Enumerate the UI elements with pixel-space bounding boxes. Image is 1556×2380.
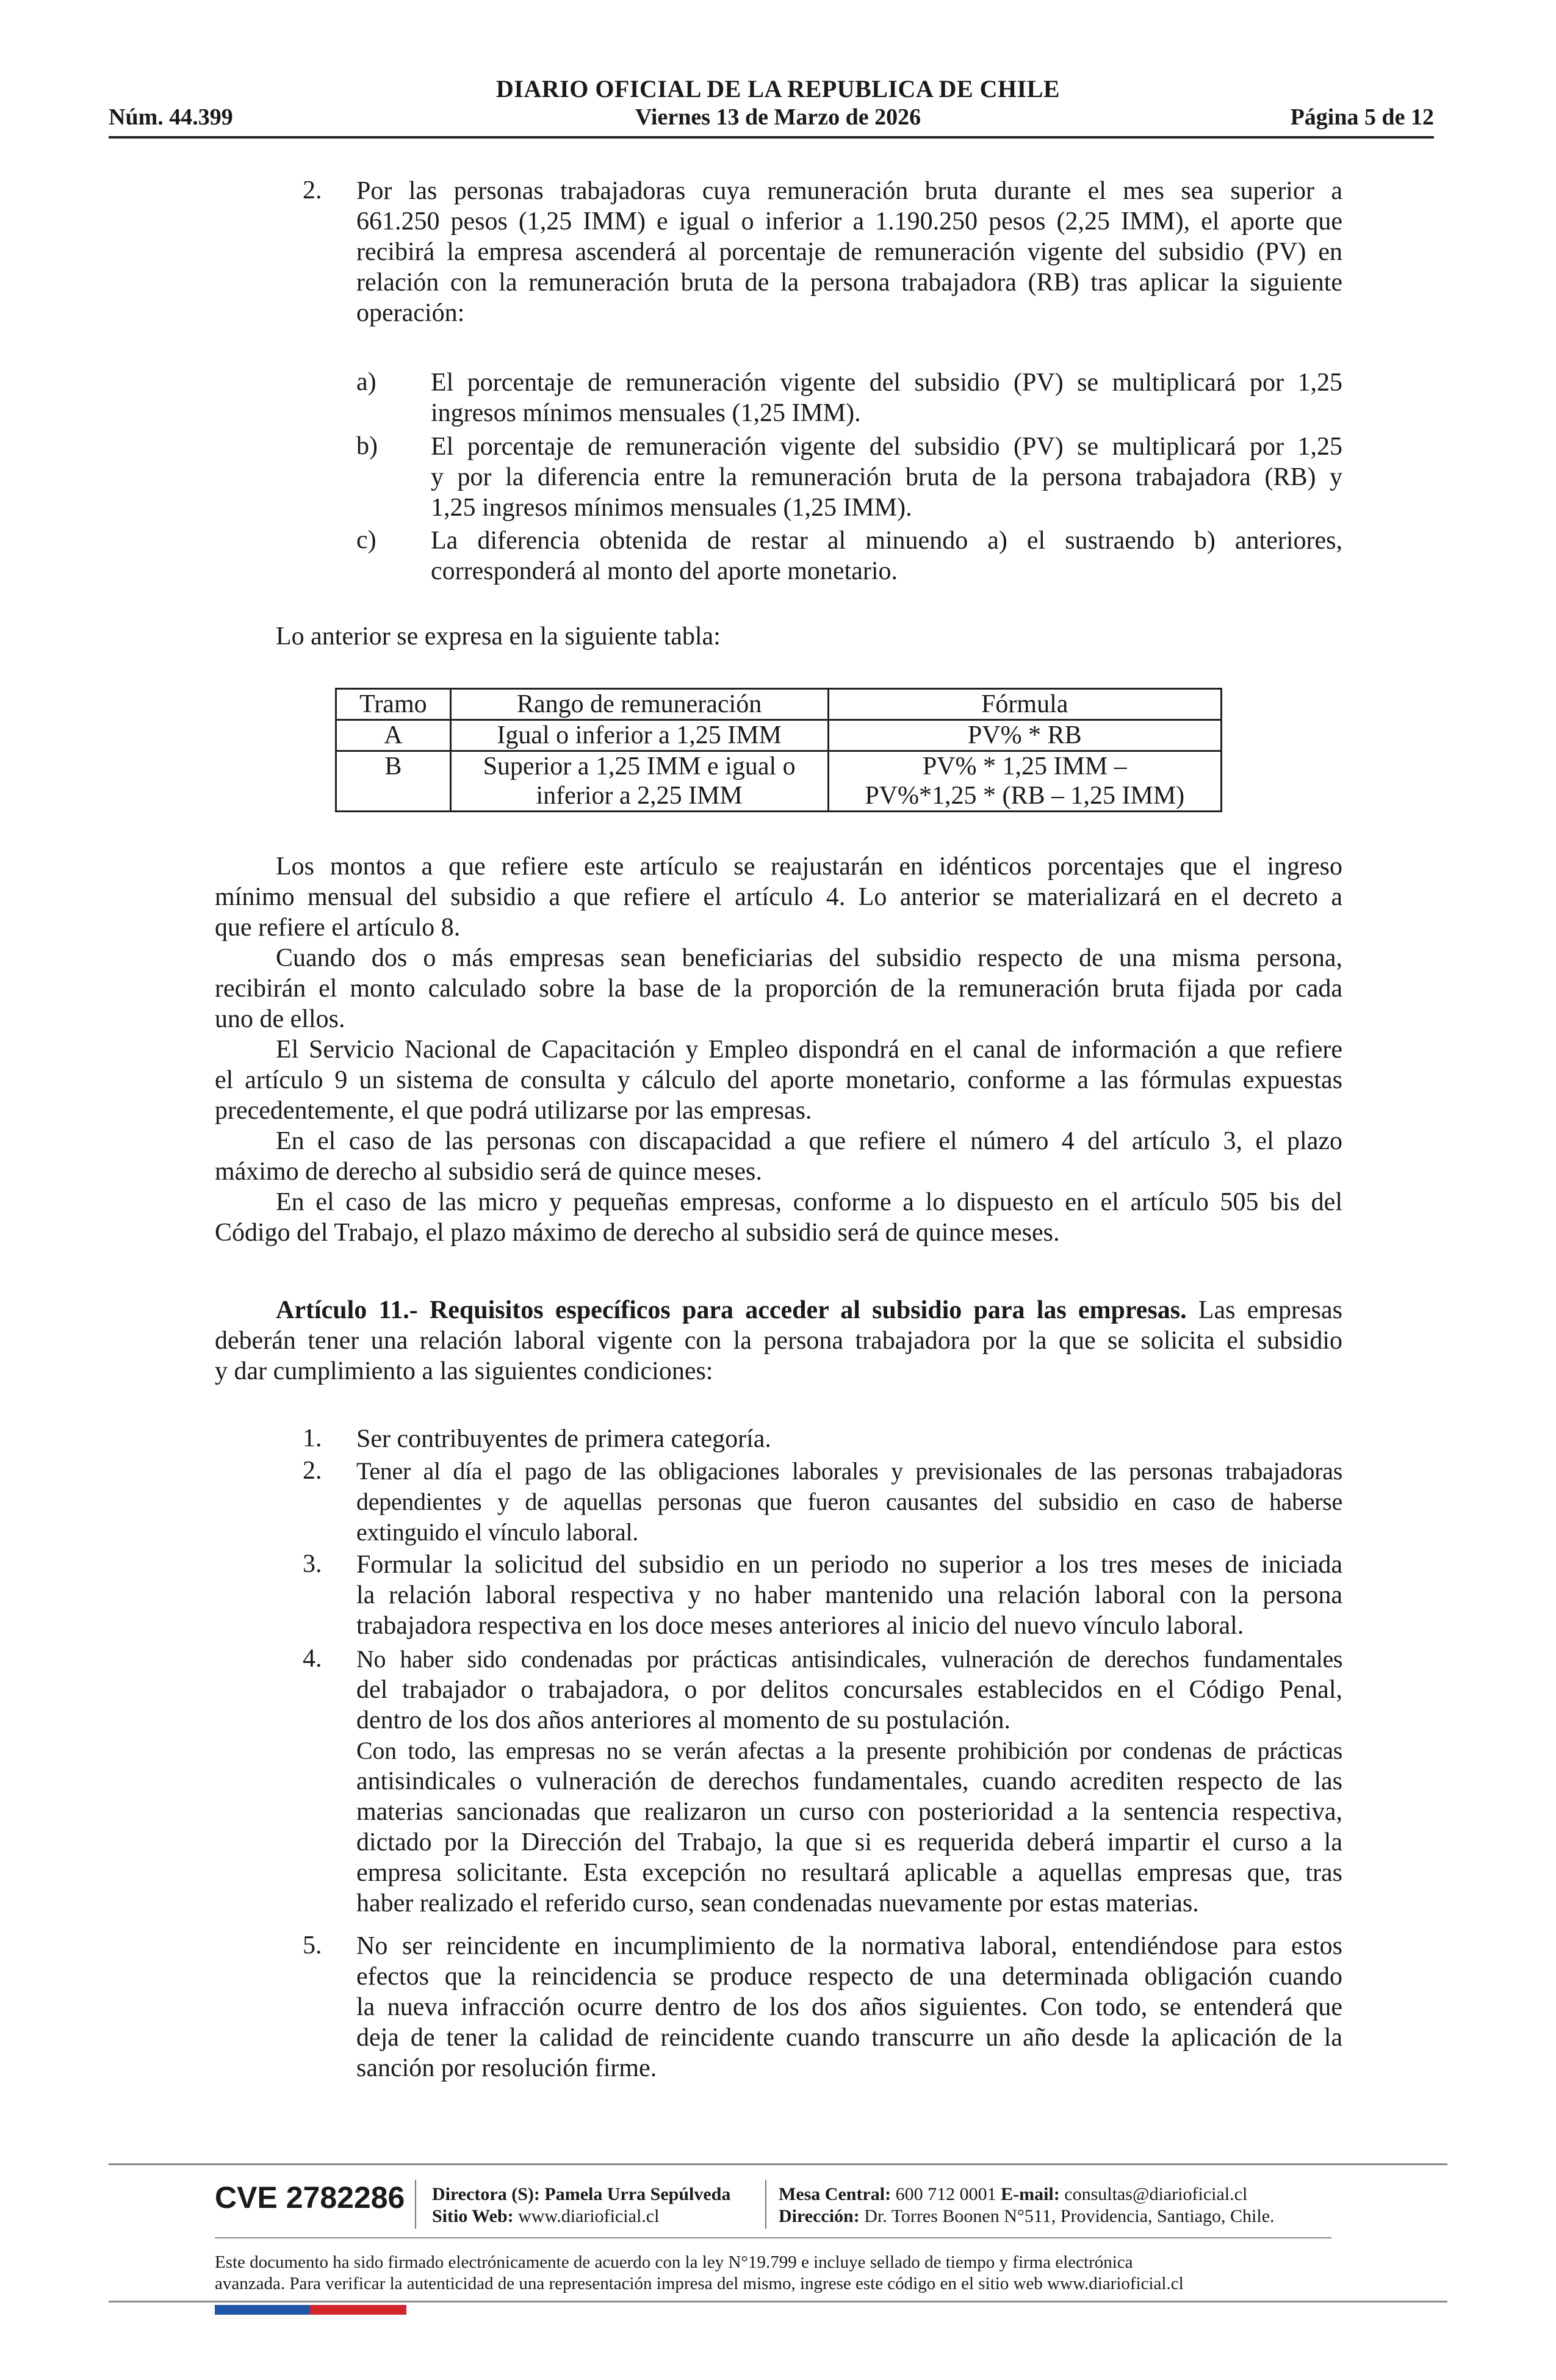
footer-separator [765,2180,766,2229]
flag-bar-red [310,2305,406,2315]
issue-date: Viernes 13 de Marzo de 2026 [635,104,921,130]
list-number: 5. [303,1931,322,1960]
list-number: 4. [303,1645,322,1673]
sublist-item-text: El porcentaje de remuneración vigente del subsidio (PV) se multiplicará por 1,25 ingresos mínimos mensuales (1,25 IMM). [431,369,1342,427]
sublist-label: a) [356,368,376,396]
article-heading: Artículo 11.- Requisitos específicos para acceder al subsidio para las empresas. [276,1296,1187,1324]
footer-divider [109,2163,1447,2165]
footer-divider [215,2237,1331,2238]
footer-director: Directora (S): Pamela Urra Sepúlveda [432,2184,731,2204]
footer-contact: Mesa Central: 600 712 0001 E-mail: consultas@diarioficial.cl [779,2184,1248,2204]
table-header-cell: Rango de remuneración [450,689,828,720]
list-item-text: Por las personas trabajadoras cuya remuneración bruta durante el mes sea superior a 661.250 pesos (1,25 IMM) e igual o inferior a 1.190.250 pesos (2,25 IMM), el aporte que recibirá la empresa ascenderá al porcentaje de remuneración vigente del subsidio (PV) en relación con la remuneración bruta de la persona trabajadora (RB) tras aplicar la siguiente operación: [356,177,1342,327]
list-item-text: No haber sido condenadas por prácticas antisindicales, vulneración de derechos fundamentales del trabajador o trabajadora, o por delitos concursales establecidos en el Código Penal, dentro de los dos años anteriores al momento de su postulación. Con todo, las empresas no se verán afectas a la presente prohibición por condenas de prácticas antisindicales o vulneración de derechos fundamentales, cuando acrediten respecto de las materias sancionadas que realizaron un curso con posterioridad a la sentencia respectiva, dictado por la Dirección del Trabajo, la que si es requerida deberá impartir el curso a la empresa solicitante. Esta excepción no resultará aplicable a aquellas empresas que, tras haber realizado el referido curso, sean condenadas nuevamente por estas materias. [356,1645,1342,1917]
table-row [336,751,1222,812]
footer-website: Sitio Web: www.diarioficial.cl [432,2206,660,2226]
cve-code: CVE 2782286 [215,2180,405,2215]
flag-bar-blue [215,2305,310,2315]
list-number: 3. [303,1550,322,1578]
sublist-item-text: La diferencia obtenida de restar al minuendo a) el sustraendo b) anteriores, corresponderá al monto del aporte monetario. [431,527,1342,585]
journal-title: DIARIO OFICIAL DE LA REPUBLICA DE CHILE [495,75,1061,103]
table-cell-tramo: A [336,720,451,751]
list-number: 2. [303,176,322,204]
sublist-item-text: El porcentaje de remuneración vigente del subsidio (PV) se multiplicará por 1,25 y por la diferencia entre la remuneración bruta de la persona trabajadora (RB) y 1,25 ingresos mínimos mensuales (1,25 IMM). [431,433,1342,522]
table-intro: Lo anterior se expresa en la siguiente tabla: [276,622,721,651]
email-link[interactable]: consultas@diarioficial.cl [1059,2184,1248,2204]
list-item-text: Tener al día el pago de las obligaciones laborales y previsionales de las personas trabajadoras dependientes y de aquellas personas que fueron causantes del subsidio en caso de haberse extinguido el vínculo laboral. [356,1457,1342,1546]
table-header-cell: Tramo [336,689,451,720]
table-row [336,720,1222,751]
formula-table [335,688,1222,812]
footer-separator [415,2180,416,2229]
header-divider [109,136,1434,139]
table-cell-rango: Superior a 1,25 IMM e igual o inferior a 2,25 IMM [450,751,828,812]
legal-notice: Este documento ha sido firmado electrónicamente de acuerdo con la ley N°19.799 e incluye sellado de tiempo y firma electrónica [215,2252,1133,2272]
list-item-text: Ser contribuyentes de primera categoría. [356,1425,771,1453]
list-number: 1. [303,1424,322,1452]
page-indicator: Página 5 de 12 [1290,104,1434,130]
issue-number: Núm. 44.399 [109,104,233,130]
website-link[interactable]: www.diarioficial.cl [513,2206,660,2226]
table-header-cell: Fórmula [828,689,1222,720]
article-11: Artículo 11.- Requisitos específicos para acceder al subsidio para las empresas. Las empresas deberán tener una relación laboral vigente con la persona trabajadora por la que se solicita el subsidio y dar cumplimiento a las siguientes condiciones: [215,1296,1342,1385]
footer-address: Dirección: Dr. Torres Boonen N°511, Providencia, Santiago, Chile. [779,2206,1275,2226]
paragraph: Los montos a que refiere este artículo se reajustarán en idénticos porcentajes que el ingreso mínimo mensual del subsidio a que refiere el artículo 4. Lo anterior se materializará en el decreto a que refiere el artículo 8. Cuando dos o más empresas sean beneficiarias del subsidio respecto de una misma persona, recibirán el monto calculado sobre la base de la proporción de la remuneración bruta fijada por cada uno de ellos. El Servicio Nacional de Capacitación y Empleo dispondrá en el canal de información a que refiere el artículo 9 un sistema de consulta y cálculo del aporte monetario, conforme a las fórmulas expuestas precedentemente, el que podrá utilizarse por las empresas. En el caso de las personas con discapacidad a que refiere el número 4 del artículo 3, el plazo máximo de derecho al subsidio será de quince meses. En el caso de las micro y pequeñas empresas, conforme a lo dispuesto en el artículo 505 bis del Código del Trabajo, el plazo máximo de derecho al subsidio será de quince meses. [215,853,1342,1247]
list-item-text: No ser reincidente en incumplimiento de la normativa laboral, entendiéndose para estos efectos que la reincidencia se produce respecto de una determinada obligación cuando la nueva infracción ocurre dentro de los dos años siguientes. Con todo, se entenderá que deja de tener la calidad de reincidente cuando transcurre un año desde la aplicación de la sanción por resolución firme. [356,1932,1342,2082]
list-item-text: Formular la solicitud del subsidio en un periodo no superior a los tres meses de iniciada la relación laboral respectiva y no haber mantenido una relación laboral con la persona trabajadora respectiva en los doce meses anteriores al inicio del nuevo vínculo laboral. [356,1551,1342,1640]
table-cell-formula: PV% * RB [828,720,1222,751]
table-cell-rango: Igual o inferior a 1,25 IMM [450,720,828,751]
legal-notice: avanzada. Para verificar la autenticidad de una representación impresa del mismo, ingrese este código en el sitio web www.diarioficial.cl [215,2274,1184,2293]
sublist-label: c) [356,526,376,554]
list-number: 2. [303,1457,322,1485]
table-cell-formula: PV% * 1,25 IMM – PV%*1,25 * (RB – 1,25 IMM) [828,751,1222,812]
table-header-row [336,689,1222,720]
footer-divider [109,2301,1447,2302]
sublist-label: b) [356,432,378,460]
table-cell-tramo: B [336,751,451,812]
